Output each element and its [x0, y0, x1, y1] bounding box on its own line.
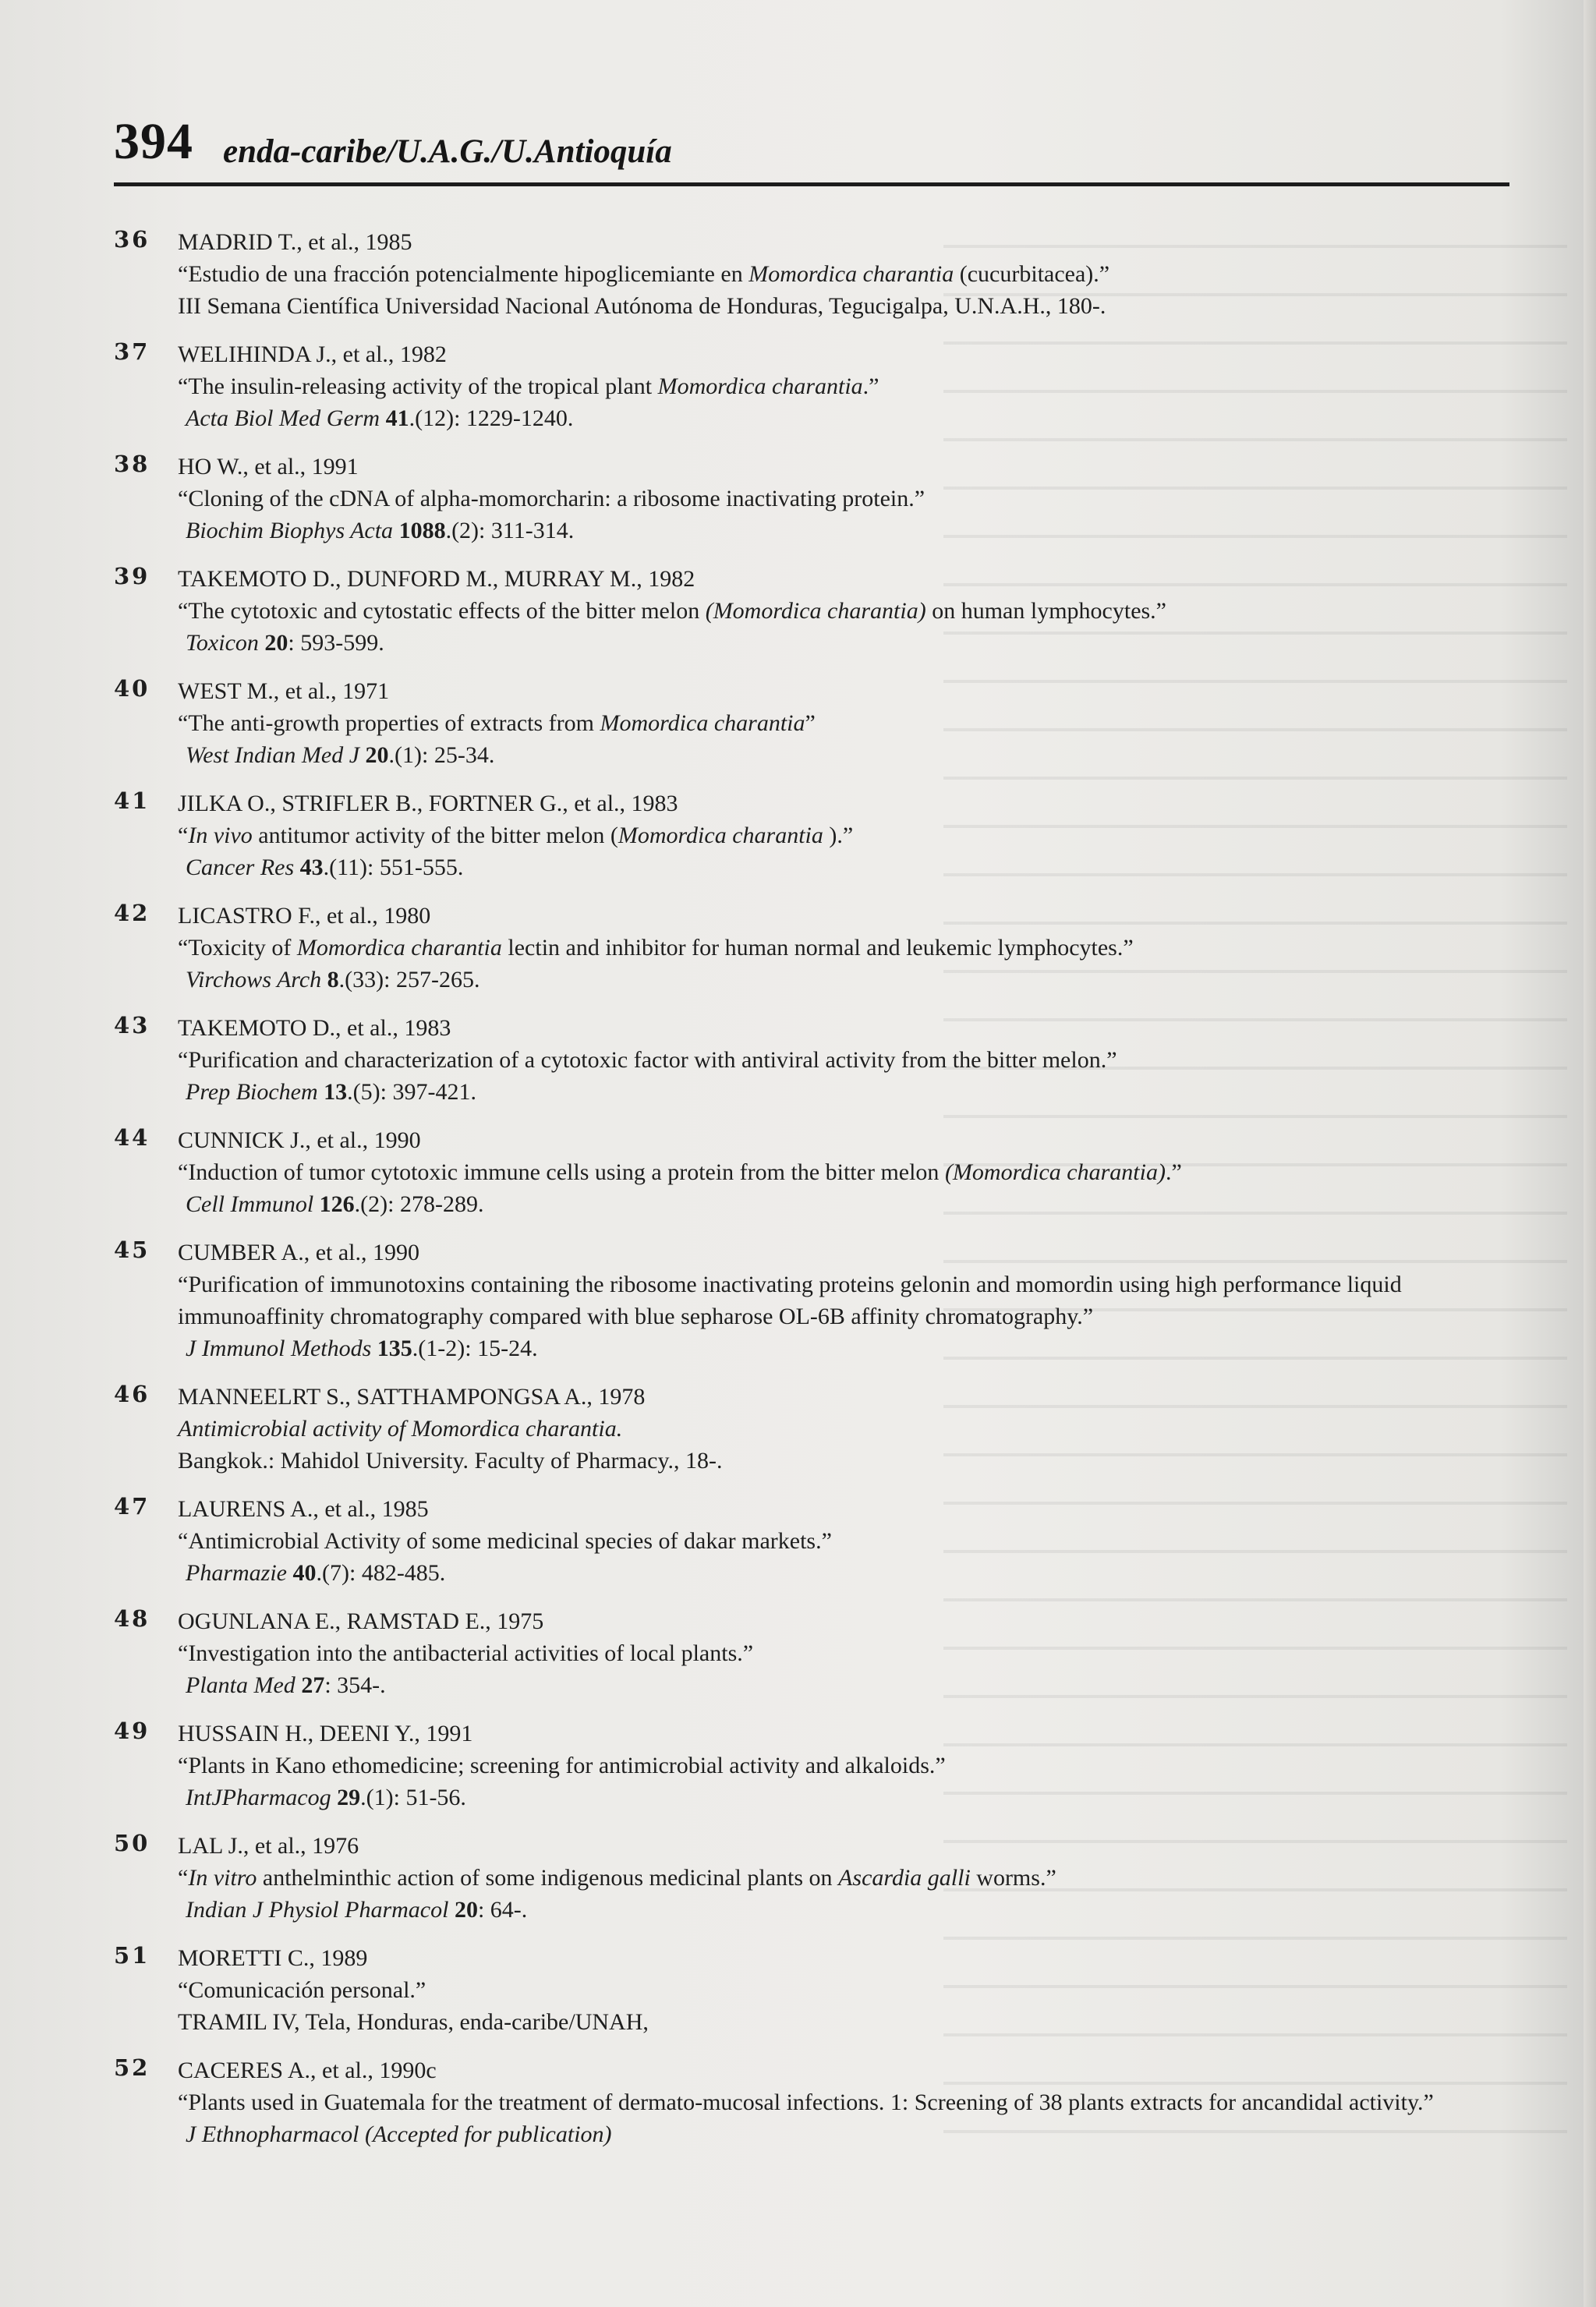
- species-name: Momordica charantia: [618, 823, 823, 848]
- species-name: (Momordica charantia): [944, 1159, 1166, 1185]
- reference-title: “Toxicity of Momordica charantia lectin and inhibitor for human normal and leukemic lymphocytes.”: [178, 935, 1134, 961]
- reference-title: “Estudio de una fracción potencialmente hipoglicemiante en Momordica charantia (cucurbitacea).”: [178, 261, 1110, 287]
- reference-journal: [178, 1894, 1486, 1926]
- journal-pages: .(1-2): 15-24.: [412, 1336, 538, 1361]
- reference-title: “Comunicación personal.”: [178, 1977, 426, 2003]
- journal-volume: 29: [337, 1785, 361, 1810]
- reference-number: 39: [114, 563, 150, 589]
- reference-item: [114, 900, 1486, 996]
- reference-journal: [178, 1669, 1486, 1701]
- journal-pages: : 354-.: [324, 1672, 386, 1698]
- journal-volume: 40: [292, 1560, 317, 1586]
- reference-item: [114, 1237, 1486, 1364]
- reference-journal: [178, 964, 1486, 996]
- journal-pages: .(1): 25-34.: [388, 742, 495, 768]
- reference-title: “In vitro anthelminthic action of some indigenous medicinal plants on Ascardia galli worms.”: [178, 1865, 1056, 1891]
- reference-number: 44: [114, 1124, 150, 1151]
- reference-journal: [178, 851, 1486, 883]
- journal-name: Biochim Biophys Acta: [186, 518, 394, 543]
- page-edge: [1584, 0, 1596, 2307]
- reference-author: TAKEMOTO D., et al., 1983: [178, 1015, 451, 1041]
- reference-title: “Purification of immunotoxins containing the ribosome inactivating proteins gelonin and momordin using high performance liquid immunoaffinity chromatography compared with blue sepharose OL-6B affinity chromatography.”: [178, 1272, 1402, 1329]
- reference-list: [114, 226, 1486, 2167]
- journal-pages: : 593-599.: [288, 630, 384, 656]
- reference-title: “Plants used in Guatemala for the treatment of dermato-mucosal infections. 1: Screening of 38 plants extracts for ancandidal activity.”: [178, 2089, 1434, 2115]
- reference-journal: [178, 1188, 1486, 1220]
- reference-item: [114, 1605, 1486, 1701]
- reference-title: “Purification and characterization of a cytotoxic factor with antiviral activity from the bitter melon.”: [178, 1047, 1117, 1073]
- reference-number: 49: [114, 1718, 150, 1744]
- journal-name: Virchows Arch: [186, 967, 322, 993]
- reference-item: [114, 2054, 1486, 2150]
- journal-pages: .(1): 51-56.: [360, 1785, 466, 1810]
- reference-number: 41: [114, 787, 150, 814]
- reference-item: [114, 1012, 1486, 1108]
- page-number: 394: [114, 113, 193, 170]
- running-title: enda-caribe/U.A.G./U.Antioquía: [223, 133, 672, 170]
- journal-name: IntJPharmacog: [186, 1785, 331, 1810]
- reference-title: “Antimicrobial Activity of some medicinal species of dakar markets.”: [178, 1528, 832, 1554]
- species-name: Momordica charantia: [748, 261, 954, 287]
- reference-item: [114, 1942, 1486, 2038]
- reference-author: OGUNLANA E., RAMSTAD E., 1975: [178, 1608, 544, 1634]
- reference-number: 47: [114, 1493, 150, 1520]
- reference-journal: [178, 2118, 1486, 2150]
- reference-item: [114, 787, 1486, 883]
- reference-number: 38: [114, 451, 150, 477]
- reference-journal: [178, 739, 1486, 771]
- journal-volume: 43: [299, 855, 324, 880]
- reference-journal: [178, 1557, 1486, 1589]
- reference-title: “Induction of tumor cytotoxic immune cells using a protein from the bitter melon (Momordica charantia).”: [178, 1159, 1182, 1185]
- reference-author: MADRID T., et al., 1985: [178, 229, 412, 255]
- journal-pages: : 64-.: [477, 1897, 528, 1923]
- reference-title: “Cloning of the cDNA of alpha-momorcharin: a ribosome inactivating protein.”: [178, 486, 925, 511]
- journal-name: Pharmazie: [186, 1560, 287, 1586]
- journal-pages: .(2): 278-289.: [354, 1191, 484, 1217]
- reference-journal: [178, 515, 1486, 547]
- journal-name: Cancer Res: [186, 855, 295, 880]
- journal-name: Planta Med: [186, 1672, 295, 1698]
- reference-author: HUSSAIN H., DEENI Y., 1991: [178, 1721, 473, 1746]
- reference-publisher: III Semana Científica Universidad Nacional Autónoma de Honduras, Tegucigalpa, U.N.A.H., 180-.: [178, 293, 1106, 319]
- reference-title: “Plants in Kano ethomedicine; screening for antimicrobial activity and alkaloids.”: [178, 1753, 946, 1778]
- journal-volume: 13: [324, 1079, 348, 1105]
- reference-number: 52: [114, 2054, 150, 2081]
- reference-author: WELIHINDA J., et al., 1982: [178, 341, 447, 367]
- reference-number: 45: [114, 1237, 150, 1263]
- reference-number: 37: [114, 338, 150, 365]
- reference-item: [114, 1718, 1486, 1813]
- reference-item: [114, 563, 1486, 659]
- reference-title: Antimicrobial activity of Momordica charantia.: [178, 1416, 623, 1442]
- journal-pages: .(33): 257-265.: [338, 967, 480, 993]
- reference-author: TAKEMOTO D., DUNFORD M., MURRAY M., 1982: [178, 566, 695, 592]
- journal-volume: 20: [365, 742, 389, 768]
- reference-title: “Investigation into the antibacterial activities of local plants.”: [178, 1640, 754, 1666]
- reference-publisher: TRAMIL IV, Tela, Honduras, enda-caribe/UNAH,: [178, 2009, 649, 2035]
- reference-journal: [178, 402, 1486, 434]
- species-name: Momordica charantia: [600, 710, 805, 736]
- reference-item: [114, 1381, 1486, 1477]
- reference-number: 50: [114, 1830, 150, 1856]
- reference-item: [114, 1124, 1486, 1220]
- journal-volume: 20: [454, 1897, 478, 1923]
- reference-author: CUNNICK J., et al., 1990: [178, 1127, 421, 1153]
- journal-pages: .(12): 1229-1240.: [409, 405, 574, 431]
- reference-author: CACERES A., et al., 1990c: [178, 2058, 437, 2083]
- journal-volume: 20: [264, 630, 288, 656]
- journal-volume: 1088: [398, 518, 446, 543]
- reference-number: 36: [114, 226, 150, 253]
- journal-volume: 27: [301, 1672, 325, 1698]
- reference-author: LAL J., et al., 1976: [178, 1833, 359, 1859]
- reference-number: 43: [114, 1012, 150, 1039]
- reference-author: CUMBER A., et al., 1990: [178, 1240, 420, 1265]
- journal-volume: 8: [327, 967, 339, 993]
- reference-journal: [178, 1076, 1486, 1108]
- reference-author: JILKA O., STRIFLER B., FORTNER G., et al., 1983: [178, 791, 678, 816]
- reference-title: “The cytotoxic and cytostatic effects of the bitter melon (Momordica charantia) on human lymphocytes.”: [178, 598, 1166, 624]
- journal-name: Acta Biol Med Germ: [186, 405, 380, 431]
- journal-volume: 135: [377, 1336, 412, 1361]
- reference-title: “The anti-growth properties of extracts from Momordica charantia”: [178, 710, 816, 736]
- journal-name: Prep Biochem: [186, 1079, 318, 1105]
- reference-item: [114, 1830, 1486, 1926]
- reference-journal: [178, 627, 1486, 659]
- reference-number: 46: [114, 1381, 150, 1407]
- reference-item: [114, 226, 1486, 322]
- species-name: Momordica charantia: [296, 935, 502, 961]
- journal-name: West Indian Med J: [186, 742, 360, 768]
- journal-pages: .(2): 311-314.: [445, 518, 575, 543]
- reference-journal: [178, 1332, 1486, 1364]
- journal-name: Toxicon: [186, 630, 259, 656]
- reference-item: [114, 1493, 1486, 1589]
- publication-note: (Accepted for publication): [364, 2121, 612, 2147]
- journal-volume: 41: [385, 405, 409, 431]
- species-name: Momordica charantia: [657, 373, 863, 399]
- reference-number: 51: [114, 1942, 150, 1969]
- journal-name: J Immunol Methods: [186, 1336, 372, 1361]
- reference-author: HO W., et al., 1991: [178, 454, 359, 479]
- reference-author: WEST M., et al., 1971: [178, 678, 390, 704]
- reference-publisher: Bangkok.: Mahidol University. Faculty of Pharmacy., 18-.: [178, 1448, 723, 1474]
- reference-title: “The insulin-releasing activity of the tropical plant Momordica charantia.”: [178, 373, 879, 399]
- species-name: Ascardia galli: [838, 1865, 971, 1891]
- journal-pages: .(7): 482-485.: [316, 1560, 446, 1586]
- reference-author: MORETTI C., 1989: [178, 1945, 368, 1971]
- species-name: (Momordica charantia): [705, 598, 926, 624]
- journal-volume: 126: [319, 1191, 355, 1217]
- journal-name: Cell Immunol: [186, 1191, 314, 1217]
- journal-name: J Ethnopharmacol: [186, 2121, 359, 2147]
- reference-item: [114, 675, 1486, 771]
- reference-item: [114, 451, 1486, 547]
- reference-number: 42: [114, 900, 150, 926]
- reference-author: LAURENS A., et al., 1985: [178, 1496, 429, 1522]
- reference-author: LICASTRO F., et al., 1980: [178, 903, 431, 929]
- reference-number: 48: [114, 1605, 150, 1632]
- reference-journal: [178, 1782, 1486, 1813]
- reference-title: “In vivo antitumor activity of the bitter melon (Momordica charantia ).”: [178, 823, 854, 848]
- journal-pages: .(5): 397-421.: [347, 1079, 476, 1105]
- reference-author: MANNEELRT S., SATTHAMPONGSA A., 1978: [178, 1384, 646, 1410]
- reference-item: [114, 338, 1486, 434]
- journal-pages: .(11): 551-555.: [323, 855, 464, 880]
- journal-name: Indian J Physiol Pharmacol: [186, 1897, 449, 1923]
- reference-number: 40: [114, 675, 150, 702]
- page-header: [114, 109, 1509, 186]
